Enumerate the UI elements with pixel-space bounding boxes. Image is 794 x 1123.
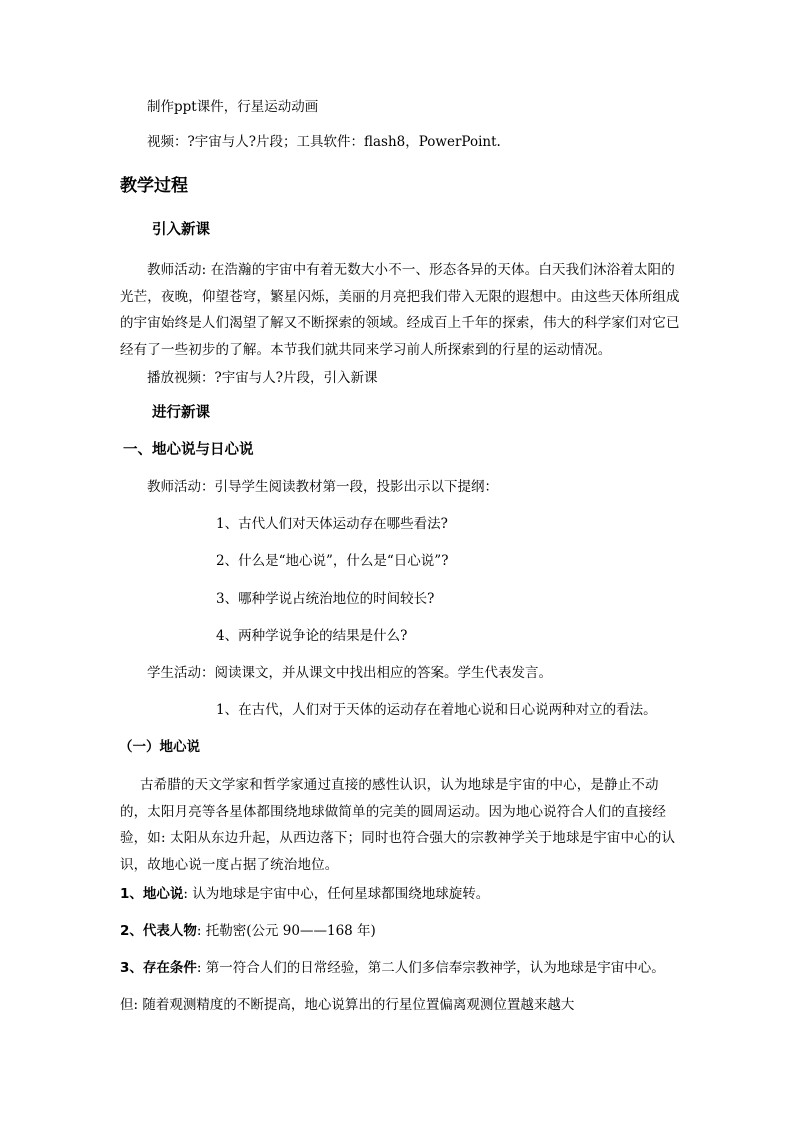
geocentric-item-1	[120, 884, 489, 904]
part1-heading: 一、地心说与日心说	[123, 442, 254, 458]
intro-teacher-paragraph: 教师活动: 在浩瀚的宇宙中有着无数大小不一、形态各异的天体。白天我们沐浴着太阳的光芒，夜晚，仰望苍穹，繁星闪烁，美丽的月亮把我们带入无限的遐想中。由这些天体所组成的宇宙始终是人们渴望了解又不断探索的领域。经成百上千年的探索，伟大的科学家们对它已经有了一些初步的了解。本节我们就共同来学习前人所探索到的行星的运动情况。	[120, 262, 680, 358]
item-1-label: 1、地心说	[120, 886, 184, 902]
intro-video-line: 播放视频：?宇宙与人?片段，引入新课	[147, 370, 378, 386]
item-2-label: 2、代表人物	[120, 923, 197, 939]
but-line: 但: 随着观测精度的不断提高，地心说算出的行星位置偏离观测位置越来越大	[120, 997, 575, 1013]
section-title: 教学过程	[120, 176, 188, 196]
intro-heading: 引入新课	[152, 222, 210, 238]
prep-line-ppt: 制作ppt课件，行星运动动画	[147, 99, 319, 115]
teacher-activity-line: 教师活动：引导学生阅读教材第一段，投影出示以下提纲：	[147, 479, 498, 495]
outline-question-2: 2、什么是“地心说”，什么是“日心说”?	[216, 553, 449, 569]
geocentric-item-2	[120, 921, 376, 941]
geocentric-paragraph: 古希腊的天文学家和哲学家通过直接的感性认识，认为地球是宇宙的中心，是静止不动的，太阳月亮等各星体都围绕地球做简单的完美的圆周运动。因为地心说符合人们的直接经验，如: 太阳从东边升起，从西边落下；同时也符合强大的宗教神学关于地球是宇宙中心的认识，故地心说一度占据了统治地位。	[120, 777, 676, 873]
outline-question-3: 3、哪种学说占统治地位的时间较长?	[216, 591, 435, 607]
item-2-text: : 托勒密(公元 90——168 年)	[196, 923, 376, 939]
prep-line-video-tools: 视频：?宇宙与人?片段；工具软件：flash8，PowerPoint.	[147, 134, 501, 150]
item-3-label: 3、存在条件	[120, 960, 197, 976]
student-activity-line: 学生活动：阅读课文，并从课文中找出相应的答案。学生代表发言。	[147, 665, 552, 681]
answer-line-1: 1、在古代，人们对于天体的运动存在着地心说和日心说两种对立的看法。	[216, 702, 657, 718]
item-3-text: : 第一符合人们的日常经验，第二人们多信奉宗教神学，认为地球是宇宙中心。	[196, 960, 665, 976]
geocentric-item-3	[120, 958, 665, 978]
item-1-text: : 认为地球是宇宙中心，任何星球都围绕地球旋转。	[183, 886, 490, 902]
new-lesson-heading: 进行新课	[152, 405, 210, 421]
outline-question-1: 1、古代人们对天体运动存在哪些看法?	[216, 516, 448, 532]
geocentric-heading: （一）地心说	[119, 739, 200, 755]
outline-question-4: 4、两种学说争论的结果是什么?	[216, 628, 408, 644]
